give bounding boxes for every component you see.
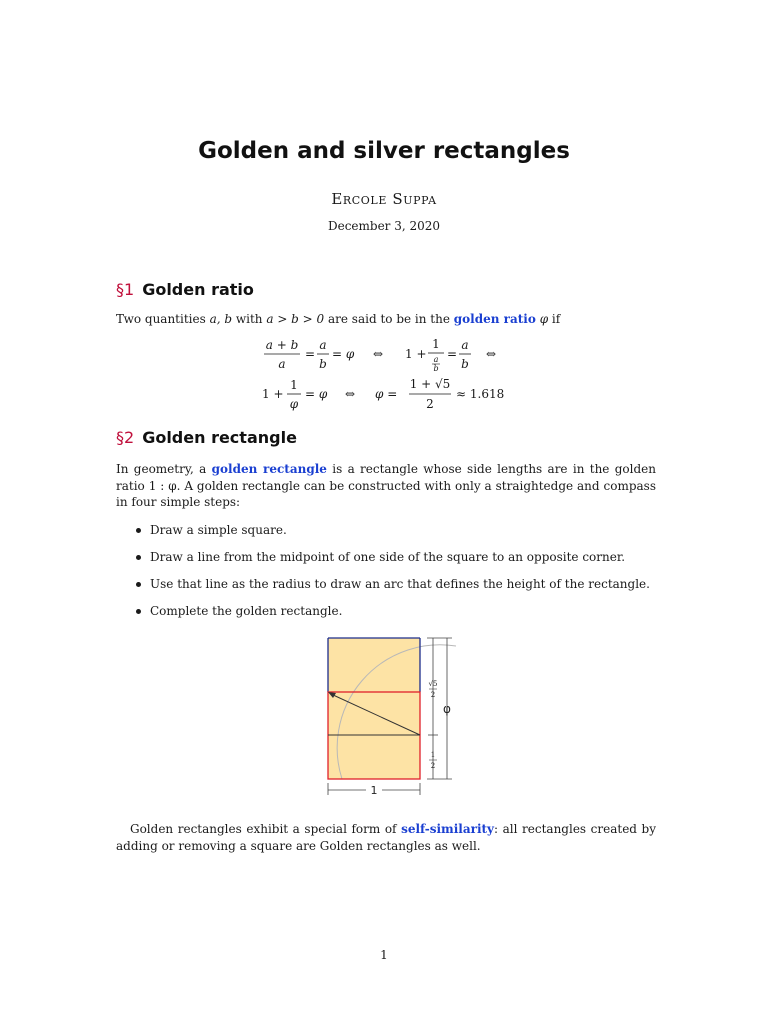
- intro-text: if: [548, 312, 561, 326]
- eq-frac1-den: a: [278, 357, 286, 371]
- para-text: is a rectangle whose side lengths are in the golden ratio 1 : φ. A golden rectangle can be constructed with only a straightedge and compass in four simple steps:: [116, 462, 656, 509]
- figure-svg: [300, 628, 475, 803]
- intro-condition: a > b > 0: [266, 312, 325, 326]
- eq2-equals-phi: = φ: [305, 387, 328, 401]
- eq2-frac-den: φ: [289, 397, 299, 411]
- golden-ratio-link[interactable]: golden ratio: [453, 312, 536, 326]
- section-1-heading: [116, 280, 254, 299]
- paper-date: December 3, 2020: [327, 219, 441, 233]
- eq2-root-num: 1 + √5: [409, 377, 451, 391]
- eq-frac4-den: b: [461, 357, 469, 371]
- eq-frac2-den: b: [319, 357, 327, 371]
- steps-list: [136, 522, 656, 630]
- label-half-num: 1: [430, 751, 436, 759]
- section-1-intro: [116, 311, 656, 328]
- list-item: Use that line as the radius to draw an arc that defines the height of the rectangle.: [136, 576, 656, 603]
- eq2-phi-equals: φ =: [375, 387, 398, 401]
- paper-author: Ercole Suppa: [331, 190, 437, 208]
- eq-frac3-num: 1: [432, 337, 440, 351]
- eq-equals-phi: = φ: [332, 347, 355, 361]
- label-sqrt5-den: 2: [430, 691, 436, 699]
- section-2-paragraph: [116, 461, 656, 511]
- list-item: Complete the golden rectangle.: [136, 603, 656, 630]
- label-half-den: 2: [430, 762, 436, 770]
- eq-one-plus: 1 +: [405, 347, 427, 361]
- eq-frac3-den-den: b: [433, 364, 439, 373]
- label-one: 1: [370, 784, 378, 797]
- section-2-number: §2: [116, 428, 135, 447]
- golden-rectangle-figure: [300, 628, 475, 807]
- paper-title: Golden and silver rectangles: [198, 138, 570, 164]
- intro-vars: a, b: [209, 312, 233, 326]
- list-item: Draw a simple square.: [136, 522, 656, 549]
- eq-equals: =: [447, 347, 458, 361]
- eq-frac2-num: a: [319, 338, 327, 352]
- eq-frac4-num: a: [461, 338, 469, 352]
- eq2-iff: ⇔: [345, 387, 356, 401]
- eq-iff: ⇔: [486, 347, 497, 361]
- section-2-title: Golden rectangle: [142, 428, 297, 447]
- para-text: : all rectangles created by adding or removing a square are Golden rectangles as well.: [116, 822, 657, 853]
- para-text: Golden rectangles exhibit a special form of: [130, 822, 402, 836]
- list-item: Draw a line from the midpoint of one side of the square to an opposite corner.: [136, 549, 656, 576]
- section-2-heading: [116, 428, 297, 447]
- self-similarity-link[interactable]: self-similarity: [401, 822, 495, 836]
- rectangle-fill: [328, 638, 420, 779]
- phi-symbol: φ: [539, 312, 549, 326]
- page-number: 1: [380, 948, 388, 962]
- intro-text: Two quantities: [116, 312, 210, 326]
- label-sqrt5-num: √5: [428, 680, 438, 688]
- closing-paragraph: [116, 821, 656, 854]
- eq-equals: =: [305, 347, 316, 361]
- golden-rectangle-link[interactable]: golden rectangle: [211, 462, 327, 476]
- eq2-root-den: 2: [426, 397, 434, 411]
- section-1-title: Golden ratio: [142, 280, 254, 299]
- section-1-number: §1: [116, 280, 135, 299]
- eq-frac3-den-num: a: [433, 355, 439, 364]
- equation-block: [0, 334, 768, 428]
- intro-text: with: [232, 312, 267, 326]
- eq-frac1-num: a + b: [265, 338, 299, 352]
- eq2-frac-num: 1: [290, 378, 298, 392]
- label-phi: φ: [443, 702, 451, 716]
- eq2-one-plus: 1 +: [262, 387, 284, 401]
- eq2-approx: ≈ 1.618: [456, 387, 505, 401]
- equation-svg: [0, 334, 768, 424]
- eq-iff: ⇔: [373, 347, 384, 361]
- intro-text: are said to be in the: [324, 312, 454, 326]
- para-text: In geometry, a: [116, 462, 212, 476]
